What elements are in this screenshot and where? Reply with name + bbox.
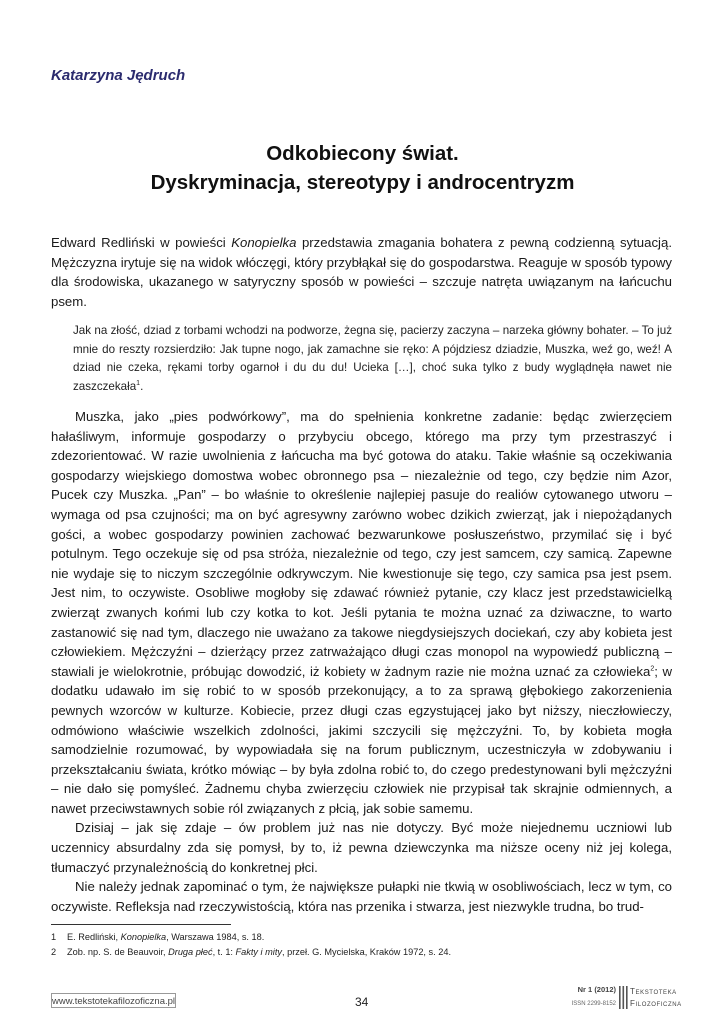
footnote-1-italic: Konopielka: [120, 932, 167, 942]
footnote-2-number: 2: [51, 947, 57, 957]
intro-text-2: przedstawia zmagania bohatera z pewną codzienną sytuacją. Mężczyzna irytuje się na widok włóczęgi, który przybłąkał się do gospodarstwa. Reaguje w sposób typowy dla środowiska, ukazanego w satyryczny sposób w powieści – szczuje natręta uwiązanym na łańcuchu psem.: [51, 235, 672, 309]
issue-number: Nr 1 (2012): [577, 985, 616, 994]
book-title-italic: Konopielka: [231, 235, 297, 250]
footnote-1-tail: , Warszawa 1984, s. 18.: [166, 932, 265, 942]
footnote-ref-2[interactable]: 2: [650, 665, 655, 673]
block-quote: Jak na złość, dziad z torbami wchodzi na podworze, żegna się, pacierzy zaczyna – narzeka główny bohater. – To już mnie do reszty rozsierdziło: Jak tupne nogo, jak zamachne sie ręko: A pójdziesz dziadzie, Muszka, weź go, weź! A dziad nie czeka, rękami torby ogarnoł i du du du! Ucieka […], choć suka tylko z budy wyglądnęła nawet nie zaszczekała$^1$.: [73, 324, 672, 393]
journal-logo-line-1: Tekstoteka: [630, 987, 677, 996]
paragraph-2: Dzisiaj – jak się zdaje – ów problem już nas nie dotyczy. Być może niejednemu uczniowi lub uczennicy absurdalny zda się pomysł, by to, iż pewna dziewczynka ma niższe oceny niż jej kolega, tłumaczyć przynależnością do konkretnej płci.: [51, 820, 672, 875]
footnote-2-text: Zob. np. S. de Beauvoir,: [67, 947, 169, 957]
paragraph-1-text-a: Muszka, jako „pies podwórkowy”, ma do spełnienia konkretne zadanie: będąc zwierzęciem hałaśliwym, informuje gospodarzy o przybyciu obcego, którego ma przy tym przestraszyć i zdezorientować. W razie uwolnienia z łańcucha ma być gotowa do ataku. Takie właśnie są oczekiwania gospodarzy wiejskiego domostwa wobec obronnego psa – niezależnie od tego, czy będzie nim Azor, Pucek czy Muszka. „Pan” – bo właśnie to określenie najlepiej pasuje do realiów cytowanego utworu – wymaga od psa czujności; ma on być agresywny zarówno wobec dzikich zwierząt, jak i niepożądanych gości, a wobec gospodarzy powinien zachować bezwarunkowe posłuszeństwo, przymilać się i być potulnym. Tego oczekuje się od psa stróża, niezależnie od tego, czy jest samcem, czy samicą. Zapewne nie wydaje się to niczym szczególnie odkrywczym. Nie kwestionuje się tego, czy samica psa jest psem. Jest nim, to oczywiste. Osobliwe mogłoby się zdawać również pytanie, czy klacz jest przedstawicielką zwierząt zwanych końmi lub czy kotka to kot. Jeśli pytania te można uznać za dziwaczne, to warto zastanowić się nad tym, dlaczego nie uważano za takowe niegdysiejszych dociekań, czy aby kobieta jest człowiekiem. Mężczyźni – dzierżący przez zatrważająco długi czas monopol na wypowiedź publiczną – stawiali je wielokrotnie, próbując dowodzić, iż kobiety w żadnym razie nie można uznać za człowieka: [51, 409, 672, 679]
footnote-2-tail: , przeł. G. Mycielska, Kraków 1972, s. 24.: [282, 947, 452, 957]
footnote-2-italic: Druga płeć: [168, 947, 213, 957]
issn: ISSN 2299-8152: [571, 1001, 616, 1007]
paragraph-1: [51, 407, 672, 818]
page-number: 34: [355, 995, 369, 1009]
intro-text-1: Edward Redliński w powieści: [51, 235, 232, 250]
footnote-divider: [51, 924, 231, 925]
footnote-2-italic-2: Fakty i mity: [235, 947, 282, 957]
footnote-1-number: 1: [51, 932, 57, 942]
footnote-2-mid: , t. 1:: [212, 947, 236, 957]
quote-text: Jak na złość, dziad z torbami wchodzi na podworze, żegna się, pacierzy zaczyna – narzeka główny bohater. – To już mnie do reszty rozsierdziło: Jak tupne nogo, jak zamachne sie ręko: A pójdziesz dziadzie, Muszka, weź go, weź! A dziad nie czeka, rękami torby ogarnoł i du du du! Ucieka […], choć suka tylko z budy wyglądnęła nawet nie zaszczekała: [73, 324, 672, 393]
article-title-line-2: Dyskryminacja, stereotypy i androcentryzm: [150, 171, 575, 194]
footnote-1: [51, 930, 672, 945]
paragraph-1-text-b: ; w dodatku udawało im się robić to w sposób przekonujący, a to za sprawą głębokiego zakorzenienia pewnych wzorców w kulturze. Kobiecie, przez długi czas egzystującej jako byt niższy, nieczłowieczy, odmówiono właściwie wszelkich zdolności, jakimi szczycili się mężczyźni. To, by kobieta mogła samodzielnie rozumować, by wypowiadała się na forum publicznym, uczestniczyła w zdobywaniu i przekształcaniu świata, krótko mówiąc – by była zdolna robić to, do czego predestynowani byli mężczyźni – nie dało się pomyśleć. Żadnemu chyba zwierzęciu człowiek nie przypisał tak skrajnie odmiennych, a nawet przeciwstawnych sobie ról związanych z płcią, jak sobie samemu.: [51, 663, 672, 816]
main-text: [51, 407, 672, 916]
footnote-2: [51, 945, 672, 960]
journal-logo-line-2: Filozoficzna: [630, 998, 682, 1008]
footnotes: [51, 930, 672, 960]
article-title: [0, 139, 725, 197]
issue-info: [560, 985, 616, 1009]
footnote-1-text: E. Redliński,: [67, 932, 121, 942]
journal-logo-text: [630, 986, 682, 1009]
article-title-line-1: Odkobiecony świat.: [266, 142, 459, 165]
intro-paragraph: [51, 233, 672, 311]
footnote-ref-1[interactable]: 1: [136, 379, 141, 387]
paragraph-3: Nie należy jednak zapominać o tym, że największe pułapki nie tkwią w osobliwościach, lecz w tym, co oczywiste. Refleksja nad rzeczywistością, która nas przenika i stwarza, jest niezwykle trudna, bo trud-: [51, 879, 672, 914]
journal-logo-icon: [619, 986, 628, 1009]
website-link[interactable]: www.tekstotekafilozoficzna.pl: [51, 993, 176, 1008]
author-name: Katarzyna Jędruch: [51, 67, 186, 84]
